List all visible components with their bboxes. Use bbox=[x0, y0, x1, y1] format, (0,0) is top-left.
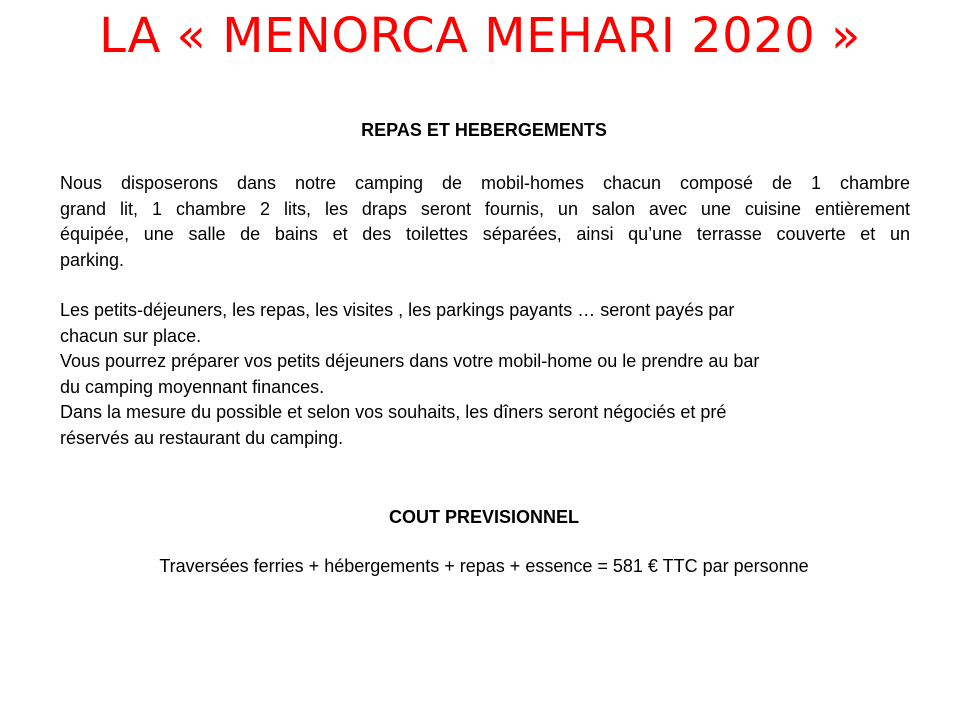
paragraph-hebergement bbox=[60, 171, 910, 273]
text-line: du camping moyennant finances. bbox=[60, 376, 325, 397]
paragraph-petits-dejeuners bbox=[60, 349, 910, 400]
text-line: Vous pourrez préparer vos petits déjeuners dans votre mobil-home ou le prendre au bar bbox=[60, 351, 760, 371]
section-heading-cout: COUT PREVISIONNEL bbox=[388, 507, 580, 527]
text-line: Les petits-déjeuners, les repas, les visites , les parkings payants … seront payés par bbox=[60, 300, 735, 320]
text-line: équipée, une salle de bains et des toilettes séparées, ainsi qu’une terrasse couverte et un bbox=[60, 224, 910, 244]
text-line: réservés au restaurant du camping. bbox=[60, 427, 344, 448]
text-line: chacun sur place. bbox=[60, 325, 202, 346]
section-heading-repas: REPAS ET HEBERGEMENTS bbox=[361, 120, 607, 140]
paragraph-diners bbox=[60, 400, 910, 451]
text-line: grand lit, 1 chambre 2 lits, les draps seront fournis, un salon avec une cuisine entièrement bbox=[60, 198, 910, 219]
cost-total-line: Traversées ferries + hébergements + repas + essence = 581 € TTC par personne bbox=[159, 556, 809, 576]
text-line: parking. bbox=[60, 249, 125, 270]
paragraph-paiements bbox=[60, 298, 910, 349]
slide-title: LA « MENORCA MEHARI 2020 » bbox=[99, 8, 861, 64]
text-line: Nous disposerons dans notre camping de mobil-homes chacun composé de 1 chambre bbox=[60, 173, 910, 193]
text-line: Dans la mesure du possible et selon vos souhaits, les dîners seront négociés et pré bbox=[60, 402, 727, 422]
